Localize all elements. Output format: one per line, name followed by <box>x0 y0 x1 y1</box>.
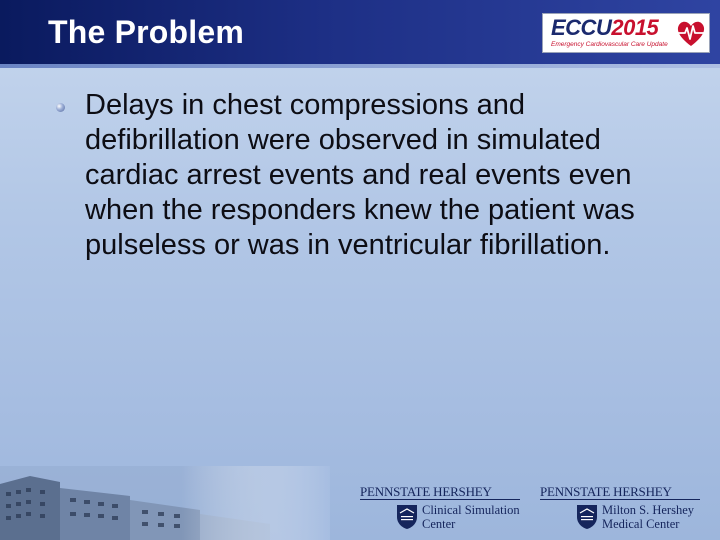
shield-icon <box>396 504 418 530</box>
logo-year-text: 2015 <box>611 15 659 40</box>
slide-header <box>0 0 720 64</box>
bullet-item <box>48 88 668 263</box>
shield-icon <box>576 504 598 530</box>
logo-wordmark <box>551 16 658 40</box>
slide-body <box>48 88 668 263</box>
institution-line-1: Clinical Simulation <box>422 503 520 517</box>
eccu-2015-logo <box>542 13 710 53</box>
heart-pulse-icon <box>675 18 707 48</box>
slide-title: The Problem <box>48 14 245 50</box>
hospital-building-image <box>0 466 330 540</box>
institution-rule <box>540 499 700 500</box>
institution-medical-center <box>540 484 705 540</box>
header-divider <box>0 64 720 68</box>
institution-rule <box>360 499 520 500</box>
logo-tagline: Emergency Cardiovascular Care Update <box>551 41 668 48</box>
institution-line-2: Medical Center <box>602 517 680 531</box>
institution-name: PENNSTATE HERSHEY <box>360 484 492 499</box>
logo-eccu-text: ECCU <box>551 15 612 40</box>
institution-line-2: Center <box>422 517 456 531</box>
bullet-text: Delays in chest compressions and defibrillation were observed in simulated cardiac arrest events and real events even when the responders knew the patient was pulseless or was in ventricular fibrillation. <box>85 89 635 261</box>
institution-clinical-simulation <box>360 484 525 540</box>
bullet-dot-icon <box>56 103 65 112</box>
institution-line-1: Milton S. Hershey <box>602 503 695 517</box>
slide-footer <box>0 466 720 540</box>
institution-name: PENNSTATE HERSHEY <box>540 484 672 499</box>
